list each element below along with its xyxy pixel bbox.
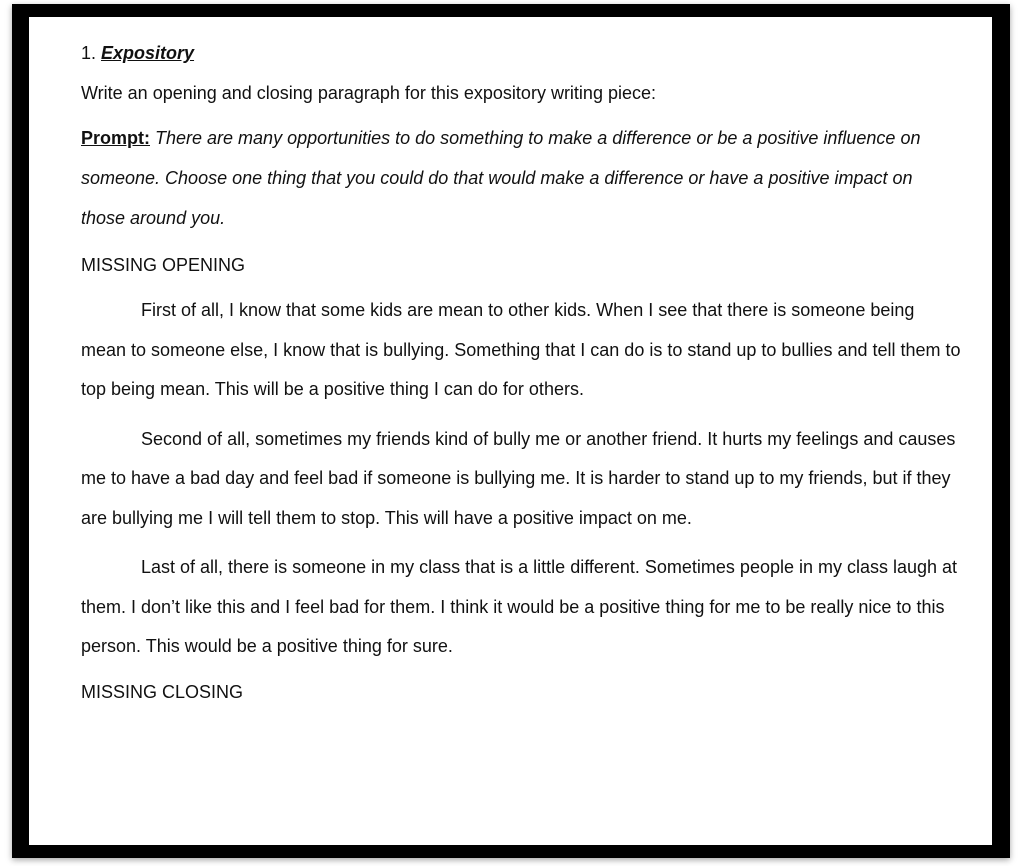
prompt-label: Prompt: <box>81 128 150 148</box>
document-page <box>29 17 992 845</box>
body-paragraph-2: Second of all, sometimes my friends kind of bully me or another friend. It hurts my feelings and causes me to have a bad day and feel bad if someone is bullying me. It is harder to stand up to my friends, but if they are bullying me I will tell them to stop. This will have a positive impact on me. <box>81 428 956 528</box>
heading-number: 1. <box>81 43 102 63</box>
document-frame <box>12 4 1010 858</box>
section-heading <box>81 39 961 67</box>
instruction-text: Write an opening and closing paragraph for this expository writing piece: <box>81 83 656 103</box>
prompt-paragraph <box>81 118 961 238</box>
heading-title: Expository <box>101 43 195 63</box>
missing-opening-label: MISSING OPENING <box>81 255 246 275</box>
prompt-text: There are many opportunities to do something to make a difference or be a positive influence on someone. Choose one thing that you could do that would make a difference or have a positive impact on those around you. <box>81 128 921 228</box>
document-content <box>81 39 961 706</box>
body-paragraph-1: First of all, I know that some kids are mean to other kids. When I see that there is someone being mean to someone else, I know that is bullying. Something that I can do is to stand up to bullies and tell them to top being mean. This will be a positive thing I can do for others. <box>81 300 961 399</box>
body-paragraph-3: Last of all, there is someone in my class that is a little different. Sometimes people in my class laugh at them. I don’t like this and I feel bad for them. I think it would be a positive thing for me to be really nice to this person. This would be a positive thing for sure. <box>81 557 958 656</box>
missing-closing-label: MISSING CLOSING <box>81 681 244 702</box>
